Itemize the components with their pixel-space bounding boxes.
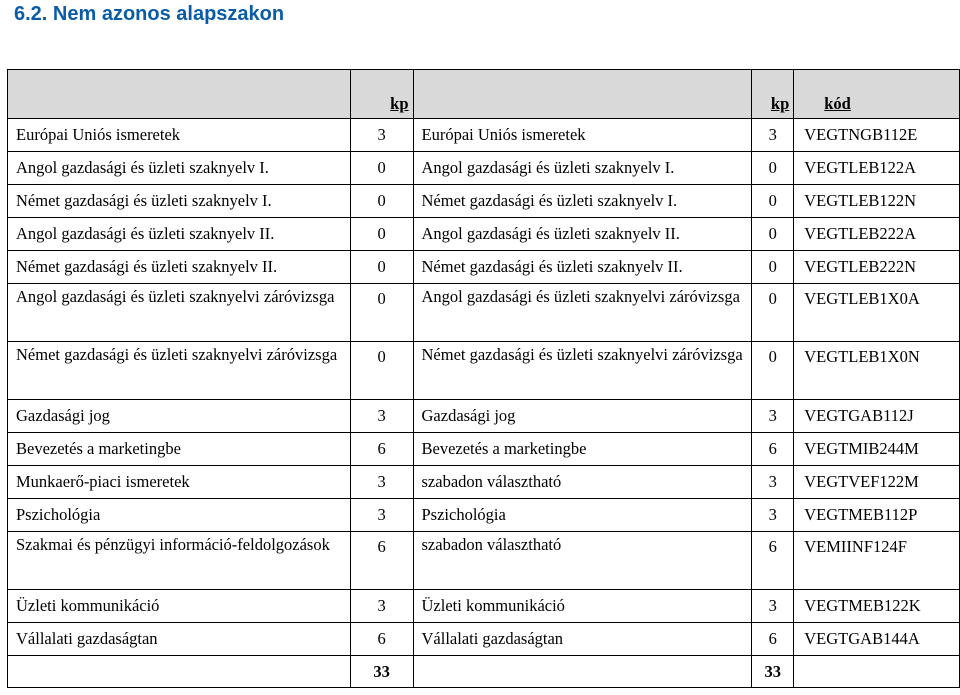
equivalent-course-name: Német gazdasági és üzleti szaknyelv II.: [413, 251, 752, 284]
equivalent-course-name: Gazdasági jog: [413, 400, 752, 433]
equivalent-course-name: szabadon választható: [413, 532, 752, 590]
total-kp: 33: [350, 656, 413, 688]
total-code-empty: [794, 656, 960, 688]
equivalent-course-name: Üzleti kommunikáció: [413, 590, 752, 623]
course-kp: 3: [350, 400, 413, 433]
header-kp: kp: [350, 70, 413, 119]
course-code: VEGTMEB122K: [794, 590, 960, 623]
course-name: Európai Uniós ismeretek: [8, 119, 351, 152]
table-row: [8, 466, 960, 499]
table-row: [8, 623, 960, 656]
equivalent-course-kp: 3: [752, 499, 794, 532]
course-name: Pszichológia: [8, 499, 351, 532]
table-row: [8, 119, 960, 152]
table-row: [8, 152, 960, 185]
equivalent-course-kp: 6: [752, 433, 794, 466]
course-code: VEGTMEB112P: [794, 499, 960, 532]
equivalent-course-kp: 6: [752, 623, 794, 656]
table-row: [8, 218, 960, 251]
table-row: [8, 499, 960, 532]
equivalent-course-kp: 0: [752, 185, 794, 218]
course-kp: 3: [350, 499, 413, 532]
equivalent-course-kp: 0: [752, 342, 794, 400]
total-kp-equivalent: 33: [752, 656, 794, 688]
table-row: [8, 400, 960, 433]
equivalent-course-name: Bevezetés a marketingbe: [413, 433, 752, 466]
course-code: VEGTLEB1X0A: [794, 284, 960, 342]
equivalent-course-kp: 0: [752, 284, 794, 342]
equivalent-course-kp: 3: [752, 590, 794, 623]
table-row: [8, 251, 960, 284]
equivalent-course-name: Angol gazdasági és üzleti szaknyelv II.: [413, 218, 752, 251]
equivalent-course-name: Vállalati gazdaságtan: [413, 623, 752, 656]
course-kp: 3: [350, 590, 413, 623]
equivalent-course-name: Angol gazdasági és üzleti szaknyelv I.: [413, 152, 752, 185]
equivalent-course-kp: 6: [752, 532, 794, 590]
course-equivalence-table: [7, 69, 960, 688]
total-label-empty: [8, 656, 351, 688]
table-header-row: [8, 70, 960, 119]
equivalent-course-kp: 3: [752, 400, 794, 433]
table-row: [8, 342, 960, 400]
course-code: VEGTLEB222N: [794, 251, 960, 284]
course-name: Bevezetés a marketingbe: [8, 433, 351, 466]
course-kp: 6: [350, 433, 413, 466]
equivalent-course-kp: 0: [752, 152, 794, 185]
table-row: [8, 185, 960, 218]
table-row: [8, 532, 960, 590]
course-code: VEGTMIB244M: [794, 433, 960, 466]
equivalent-course-kp: 3: [752, 119, 794, 152]
course-kp: 6: [350, 532, 413, 590]
course-code: VEGTLEB222A: [794, 218, 960, 251]
course-code: VEGTVEF122M: [794, 466, 960, 499]
course-kp: 0: [350, 218, 413, 251]
table-row: [8, 433, 960, 466]
equivalent-course-name: Európai Uniós ismeretek: [413, 119, 752, 152]
course-kp: 0: [350, 342, 413, 400]
course-kp: 3: [350, 466, 413, 499]
course-kp: 3: [350, 119, 413, 152]
equivalent-course-name: Angol gazdasági és üzleti szaknyelvi záróvizsga: [413, 284, 752, 342]
course-code: VEMIINF124F: [794, 532, 960, 590]
course-name: Angol gazdasági és üzleti szaknyelv II.: [8, 218, 351, 251]
equivalent-course-name: szabadon választható: [413, 466, 752, 499]
equivalent-course-name: Pszichológia: [413, 499, 752, 532]
course-name: Vállalati gazdaságtan: [8, 623, 351, 656]
header-equivalent-course: [413, 70, 752, 119]
course-code: VEGTGAB144A: [794, 623, 960, 656]
course-name: Gazdasági jog: [8, 400, 351, 433]
course-name: Szakmai és pénzügyi információ-feldolgozások: [8, 532, 351, 590]
course-kp: 0: [350, 185, 413, 218]
equivalent-course-kp: 0: [752, 251, 794, 284]
table-row: [8, 590, 960, 623]
header-kp-equivalent: kp: [752, 70, 794, 119]
course-name: Munkaerő-piaci ismeretek: [8, 466, 351, 499]
table-total-row: [8, 656, 960, 688]
course-code: VEGTLEB1X0N: [794, 342, 960, 400]
header-code: kód: [794, 70, 960, 119]
course-kp: 6: [350, 623, 413, 656]
equivalent-course-kp: 3: [752, 466, 794, 499]
course-name: Angol gazdasági és üzleti szaknyelv I.: [8, 152, 351, 185]
course-name: Német gazdasági és üzleti szaknyelv I.: [8, 185, 351, 218]
course-code: VEGTNGB112E: [794, 119, 960, 152]
course-code: VEGTLEB122N: [794, 185, 960, 218]
equivalent-course-kp: 0: [752, 218, 794, 251]
course-kp: 0: [350, 152, 413, 185]
table-row: [8, 284, 960, 342]
course-kp: 0: [350, 251, 413, 284]
total-label-empty-equivalent: [413, 656, 752, 688]
course-code: VEGTLEB122A: [794, 152, 960, 185]
course-name: Üzleti kommunikáció: [8, 590, 351, 623]
course-kp: 0: [350, 284, 413, 342]
course-name: Angol gazdasági és üzleti szaknyelvi záróvizsga: [8, 284, 351, 342]
equivalent-course-name: Német gazdasági és üzleti szaknyelvi záróvizsga: [413, 342, 752, 400]
equivalent-course-name: Német gazdasági és üzleti szaknyelv I.: [413, 185, 752, 218]
course-name: Német gazdasági és üzleti szaknyelv II.: [8, 251, 351, 284]
course-name: Német gazdasági és üzleti szaknyelvi záróvizsga: [8, 342, 351, 400]
header-course-name: [8, 70, 351, 119]
course-code: VEGTGAB112J: [794, 400, 960, 433]
section-heading: 6.2. Nem azonos alapszakon: [14, 3, 285, 25]
